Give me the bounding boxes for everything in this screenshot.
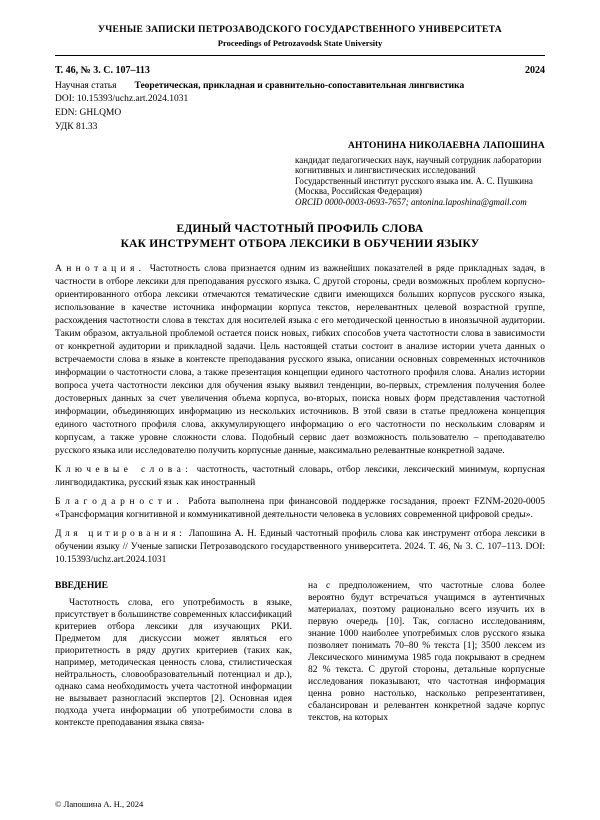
abstract bbox=[55, 263, 545, 458]
journal-title-ru: УЧЕНЫЕ ЗАПИСКИ ПЕТРОЗАВОДСКОГО ГОСУДАРСТВЕННОГО УНИВЕРСИТЕТА bbox=[98, 25, 502, 35]
journal-title-en: Proceedings of Petrozavodsk State University bbox=[217, 38, 383, 48]
right-column-text: на с предположением, что частотные слова более вероятно будут встречаться учащимся в аутентичных материалах, поэтому рационально всего изучить их в первую очередь [10]. Так, согласно исследованиям, знание 1000 наиболее употребимых слов русского языка позволяет понимать 70–80 % текста [1]; 3500 лексем из Лексического минимума 1985 года покрывают в среднем 82 % текста. С другой стороны, детальные корпусные исследования показывают, что частотная информация ценна ровно настолько, насколько репрезентативен, сбалансирован и релевантен конкретной задаче корпус текстов, на которых bbox=[308, 581, 545, 723]
author-location: (Москва, Российская Федерация) bbox=[295, 186, 423, 196]
body-columns bbox=[55, 580, 545, 729]
left-column-text: Частотность слова, его употребимость в языке, присутствует в большинстве современных классификаций критериев отбора лексики для изучающих РКИ. Предметом для дискуссии может являться его приоритетность в ряду других критериев (таких как, например, методическая ценность слова, стилистическая нейтральность, словообразовательный потенциал и др.), однако сама необходимость учета частотной информации не вызывает разногласий экспертов [2]. Основная идея подхода учета информации об употребимости слова в контексте преподавания языка связа- bbox=[55, 598, 292, 728]
keywords-label: К л ю ч е в ы е с л о в а : bbox=[55, 465, 197, 475]
author-orcid-email: ORCID 0000-0003-0693-7657; antonina.laposhina@gmail.com bbox=[295, 196, 527, 207]
udk-line: УДК 81.33 bbox=[55, 122, 98, 132]
author-institution: Государственный институт русского языка им. А. С. Пушкина bbox=[295, 175, 533, 186]
section-heading-introduction: ВВЕДЕНИЕ bbox=[55, 581, 108, 591]
keywords bbox=[55, 464, 545, 490]
right-column bbox=[308, 580, 545, 729]
year: 2024 bbox=[525, 65, 545, 76]
keywords-text: частотность, частотный словарь, отбор лексики, лексический минимум, корпусная лингводидактика, русский язык как иностранный bbox=[55, 465, 545, 488]
acknowledgements bbox=[55, 496, 545, 522]
article-title-line2: КАК ИНСТРУМЕНТ ОТБОРА ЛЕКСИКИ В ОБУЧЕНИИ ЯЗЫКУ bbox=[120, 237, 480, 250]
article-type: Научная статья bbox=[55, 81, 117, 91]
abstract-text: Частотность слова признается одним из важнейших показателей в ряде прикладных задач, в частности в отборе лексики для преподавания русского языка. С другой стороны, среди возможных проблем корпусно-ориентированного отбора лексики отмечаются тематические сдвиги имеющихся больших корпусов русского языка, использование в качестве источника информации корпуса текстов, нерелевантных целевой возрастной группе, расхождения частотности слова в текстах для носителей языка с его методической ценностью в иноязычной аудитории. Таким образом, актуальной проблемой остается поиск новых, гибких способов учета частотности слова в зависимости от конкретной аудитории и прикладной задачи. Цель настоящей статьи состоит в анализе истории учета данных о встречаемости слова в языке в контексте преподавания русского языка, описании основных современных источников информации о частотности слова, а также презентация концепции единого частотного профиля слова. Анализ истории вопроса учета частотности лексики для обучения языку выявил тенденции, во-первых, стремления получения более достоверных данных за счет увеличения объема корпуса, во-вторых, поиска новых форм представления частотной информации, объединяющих информацию из нескольких источников. В этой связи в статье предложена концепция единого частотного профиля слова, аккумулирующего информацию о его частотности по нескольким словарям и корпусам, а также уровне сложности слова. Подобный сервис дает возможность пользователю – преподавателю русского языка или исследователю получить корпусные данные, максимально релевантные конкретной задаче. bbox=[55, 264, 546, 456]
edn-line: EDN: GHLQMO bbox=[55, 108, 122, 118]
author-name: АНТОНИНА НИКОЛАЕВНА ЛАПОШИНА bbox=[348, 141, 545, 151]
left-column bbox=[55, 580, 292, 729]
article-title-line1: ЕДИНЫЙ ЧАСТОТНЫЙ ПРОФИЛЬ СЛОВА bbox=[176, 223, 424, 235]
acknowledgements-label: Б л а г о д а р н о с т и . bbox=[55, 497, 189, 507]
copyright-notice: © Лапошина А. Н., 2024 bbox=[55, 799, 144, 809]
header-divider bbox=[55, 55, 545, 56]
citation-label: Д л я ц и т и р о в а н и я : bbox=[55, 529, 189, 539]
acknowledgements-text: Работа выполнена при финансовой поддержке госзадания, проект FZNM-2020-0005 «Трансформация когнитивной и коммуникативной деятельности человека в условиях современной цифровой среды». bbox=[55, 497, 545, 520]
doi-line: DOI: 10.15393/uchz.art.2024.1031 bbox=[55, 94, 189, 104]
article-title bbox=[55, 222, 545, 251]
volume-row bbox=[55, 65, 545, 76]
author-degree: кандидат педагогических наук, научный сотрудник лаборатории когнитивных и лингвистических исследований bbox=[295, 154, 542, 175]
article-section: Теоретическая, прикладная и сравнительно-сопоставительная лингвистика bbox=[134, 81, 465, 91]
volume-pages: Т. 46, № 3. С. 107–113 bbox=[55, 65, 150, 76]
citation bbox=[55, 528, 545, 567]
article-type-row bbox=[55, 81, 545, 91]
citation-text: Лапошина А. Н. Единый частотный профиль слова как инструмент отбора лексики в обучении языку // Ученые записки Петрозаводского государственного университета. 2024. Т. 46, № 3. С. 107–113. DOI: 10.15393/uchz.art.2024.1031 bbox=[55, 529, 546, 565]
author-block bbox=[295, 141, 545, 207]
abstract-label: А н н о т а ц и я . bbox=[55, 264, 150, 274]
journal-header bbox=[55, 24, 545, 49]
